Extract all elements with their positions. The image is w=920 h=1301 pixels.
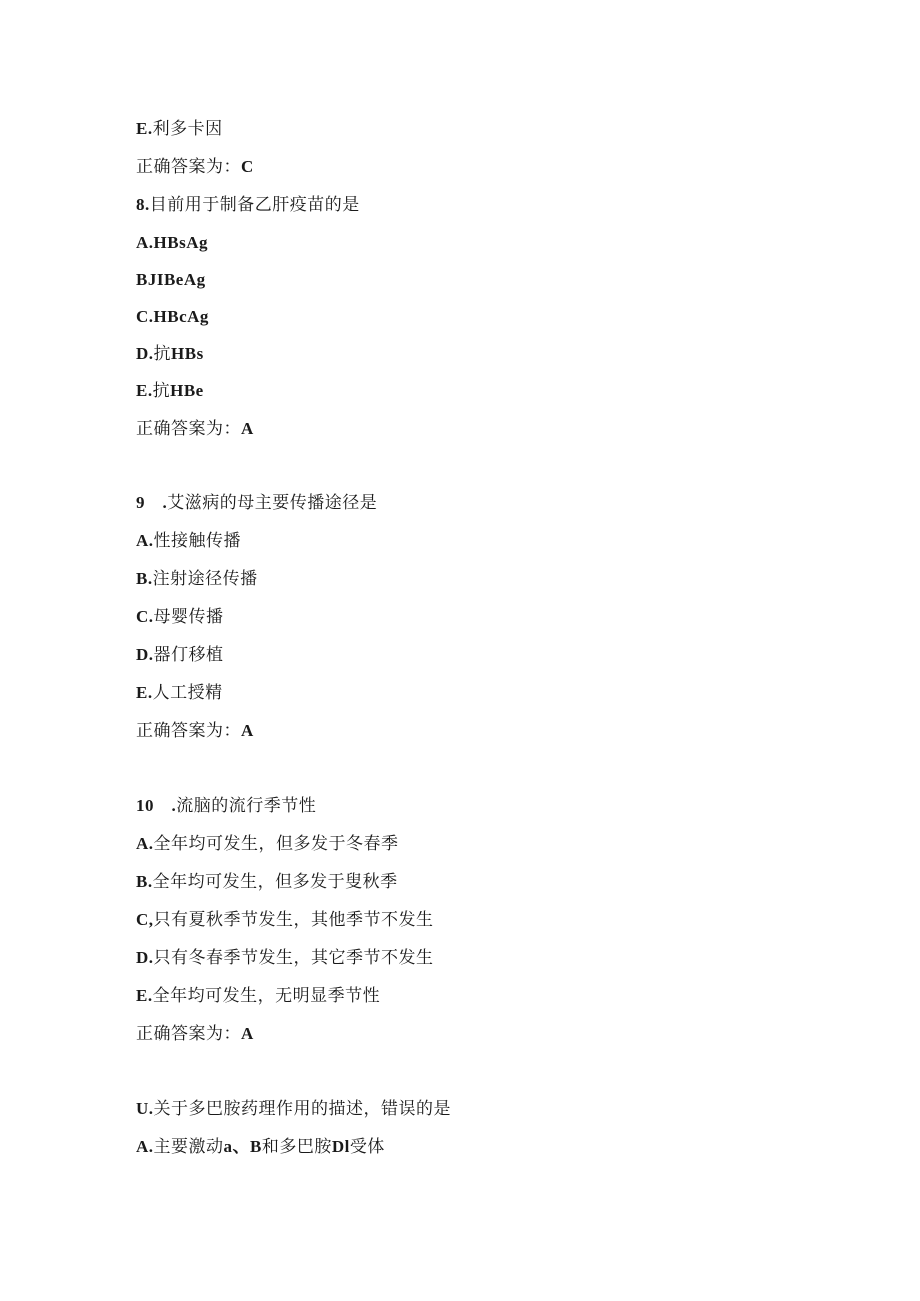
question-text: 艾滋病的母主要传播途径是 <box>167 493 378 513</box>
option-text: 全年均可发生，但多发于冬春季 <box>153 834 399 854</box>
q8-option-b <box>136 268 206 292</box>
option-letter: C. <box>136 607 154 626</box>
q7-option-e <box>136 117 223 141</box>
option-letter: D. <box>136 948 154 967</box>
q8-option-e <box>136 379 204 403</box>
question-number: 9 . <box>136 493 168 512</box>
option-letter: C.HBcAg <box>136 307 209 326</box>
q10-option-e <box>136 984 380 1008</box>
q9-option-b <box>136 567 258 591</box>
option-letter: A. <box>136 1137 154 1156</box>
option-letter: B. <box>136 569 153 588</box>
q8-option-d <box>136 342 204 366</box>
option-text-suffix: HBs <box>171 344 204 363</box>
answer-value: A <box>241 721 254 740</box>
q10-option-b <box>136 870 398 894</box>
option-text-bold-1: a、B <box>223 1137 262 1156</box>
option-text: 全年均可发生，无明显季节性 <box>152 986 381 1006</box>
q8-option-a <box>136 231 208 255</box>
question-text: 关于多巴胺药理作用的描述，错误的是 <box>153 1099 452 1119</box>
q9-option-c <box>136 605 224 629</box>
q10-option-c <box>136 908 434 932</box>
option-letter: C, <box>136 910 154 929</box>
option-text-suffix: HBe <box>170 381 204 400</box>
option-text: 利多卡因 <box>152 119 223 139</box>
option-text-bold-2: Dl <box>331 1137 350 1156</box>
question-text: 目前用于制备乙肝疫苗的是 <box>149 195 360 215</box>
q9-option-d <box>136 643 224 667</box>
option-text: 抗 <box>152 381 171 401</box>
option-letter: A. <box>136 834 154 853</box>
option-text: 母婴传播 <box>153 607 224 627</box>
q11-stem <box>136 1097 451 1121</box>
answer-value: C <box>241 157 254 176</box>
option-letter: D. <box>136 645 154 664</box>
answer-label: 正确答案为： <box>136 721 241 741</box>
q10-option-d <box>136 946 434 970</box>
option-text: 主要激动 <box>153 1137 224 1157</box>
q8-answer <box>136 417 254 441</box>
option-letter: A.HBsAg <box>136 233 208 252</box>
q10-stem <box>136 794 316 818</box>
q9-stem <box>136 491 377 515</box>
question-number: U. <box>136 1099 154 1118</box>
question-number: 10 . <box>136 796 177 815</box>
option-letter: B. <box>136 872 153 891</box>
question-text: 流脑的流行季节性 <box>176 796 317 816</box>
q8-stem <box>136 193 360 217</box>
option-letter: E. <box>136 986 153 1005</box>
option-text: 只有夏秋季节发生，其他季节不发生 <box>153 910 434 930</box>
option-letter: E. <box>136 381 153 400</box>
question-number: 8. <box>136 195 150 214</box>
answer-value: A <box>241 1024 254 1043</box>
option-letter: A. <box>136 531 154 550</box>
option-text: 只有冬春季节发生，其它季节不发生 <box>153 948 434 968</box>
q10-option-a <box>136 832 399 856</box>
q10-answer <box>136 1022 254 1046</box>
option-text: 器仃移植 <box>153 645 224 665</box>
answer-label: 正确答案为： <box>136 157 241 177</box>
option-letter: E. <box>136 119 153 138</box>
answer-value: A <box>241 419 254 438</box>
answer-label: 正确答案为： <box>136 419 241 439</box>
q9-answer <box>136 719 254 743</box>
option-text: 人工授精 <box>152 683 223 703</box>
q9-option-e <box>136 681 223 705</box>
option-letter: D. <box>136 344 154 363</box>
q11-option-a <box>136 1135 385 1159</box>
option-text-2: 和多巴胺 <box>261 1137 332 1157</box>
q7-answer <box>136 155 254 179</box>
option-text: 抗 <box>153 344 172 364</box>
option-text: 全年均可发生，但多发于叟秋季 <box>152 872 398 892</box>
option-letter: E. <box>136 683 153 702</box>
q8-option-c <box>136 305 209 329</box>
option-text: 注射途径传播 <box>152 569 258 589</box>
option-letter: BJIBeAg <box>136 270 206 289</box>
q9-option-a <box>136 529 241 553</box>
option-text: 性接触传播 <box>153 531 242 551</box>
answer-label: 正确答案为： <box>136 1024 241 1044</box>
option-text-3: 受体 <box>349 1137 385 1157</box>
